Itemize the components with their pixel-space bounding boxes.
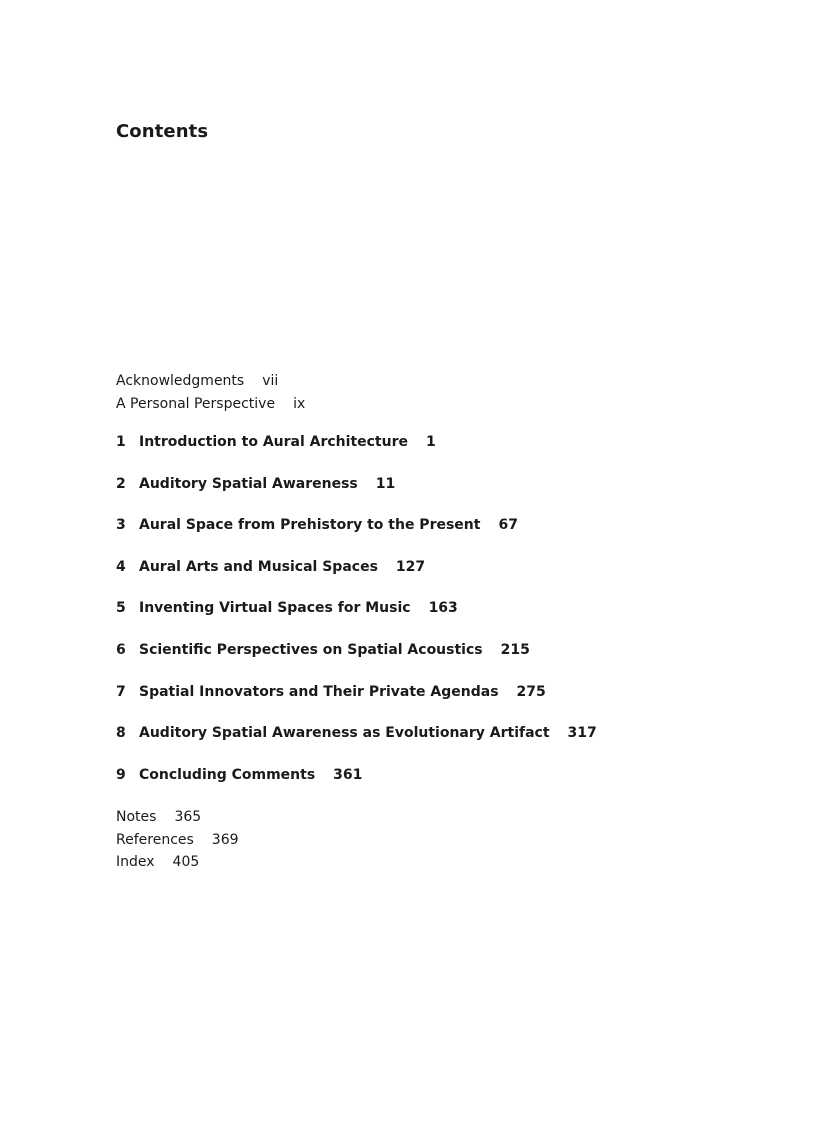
chapter-number: 3 (116, 517, 126, 534)
chapter-number: 8 (116, 725, 126, 742)
entry-title: Index (116, 854, 155, 870)
front-matter-list (116, 370, 305, 415)
chapter-title: Auditory Spatial Awareness as Evolutionary Artifact (139, 725, 550, 742)
chapter-number: 4 (116, 558, 126, 575)
chapter-page: 275 (516, 683, 546, 700)
chapter-list (116, 430, 597, 804)
page-title: Contents (116, 121, 209, 142)
entry-page: 405 (172, 854, 200, 870)
chapter-title: Scientific Perspectives on Spatial Acoustics (139, 641, 483, 658)
chapter-title: Introduction to Aural Architecture (139, 434, 408, 450)
chapter-title: Aural Arts and Musical Spaces (139, 558, 378, 575)
back-matter-list (116, 806, 239, 874)
chapter-page: 67 (498, 517, 518, 534)
chapter-title: Inventing Virtual Spaces for Music (139, 600, 411, 617)
entry-page: ix (293, 395, 306, 412)
chapter-title: Auditory Spatial Awareness (139, 475, 358, 492)
chapter-page: 11 (375, 475, 396, 492)
toc-chapter-4 (116, 555, 597, 597)
chapter-number: 9 (116, 766, 126, 783)
toc-chapter-2 (116, 472, 597, 514)
entry-title: References (116, 831, 194, 848)
chapter-page: 215 (500, 641, 530, 658)
entry-page: vii (262, 373, 279, 389)
toc-entry-notes (116, 806, 239, 829)
entry-page: 365 (174, 809, 202, 825)
toc-chapter-9 (116, 763, 597, 805)
chapter-number: 1 (116, 434, 126, 450)
toc-chapter-8 (116, 721, 597, 763)
chapter-number: 6 (116, 641, 126, 658)
chapter-number: 7 (116, 683, 126, 700)
toc-chapter-6 (116, 638, 597, 680)
entry-title: Acknowledgments (116, 373, 245, 389)
chapter-title: Concluding Comments (139, 766, 316, 783)
chapter-title: Aural Space from Prehistory to the Present (139, 517, 481, 534)
chapter-number: 5 (116, 600, 126, 617)
entry-title: Notes (116, 809, 157, 825)
chapter-page: 361 (333, 766, 363, 783)
chapter-title: Spatial Innovators and Their Private Agendas (139, 683, 499, 700)
chapter-page: 1 (426, 434, 436, 450)
toc-chapter-3 (116, 513, 597, 555)
toc-entry-acknowledgments (116, 370, 305, 393)
toc-chapter-5 (116, 596, 597, 638)
chapter-page: 127 (395, 558, 426, 575)
toc-entry-references (116, 829, 239, 852)
entry-title: A Personal Perspective (116, 395, 276, 412)
toc-chapter-1 (116, 430, 597, 472)
chapter-page: 317 (567, 725, 597, 742)
chapter-page: 163 (428, 600, 458, 617)
toc-entry-index (116, 851, 239, 874)
entry-page: 369 (211, 831, 239, 848)
toc-entry-personal-perspective (116, 393, 305, 416)
toc-chapter-7 (116, 680, 597, 722)
chapter-number: 2 (116, 475, 126, 492)
